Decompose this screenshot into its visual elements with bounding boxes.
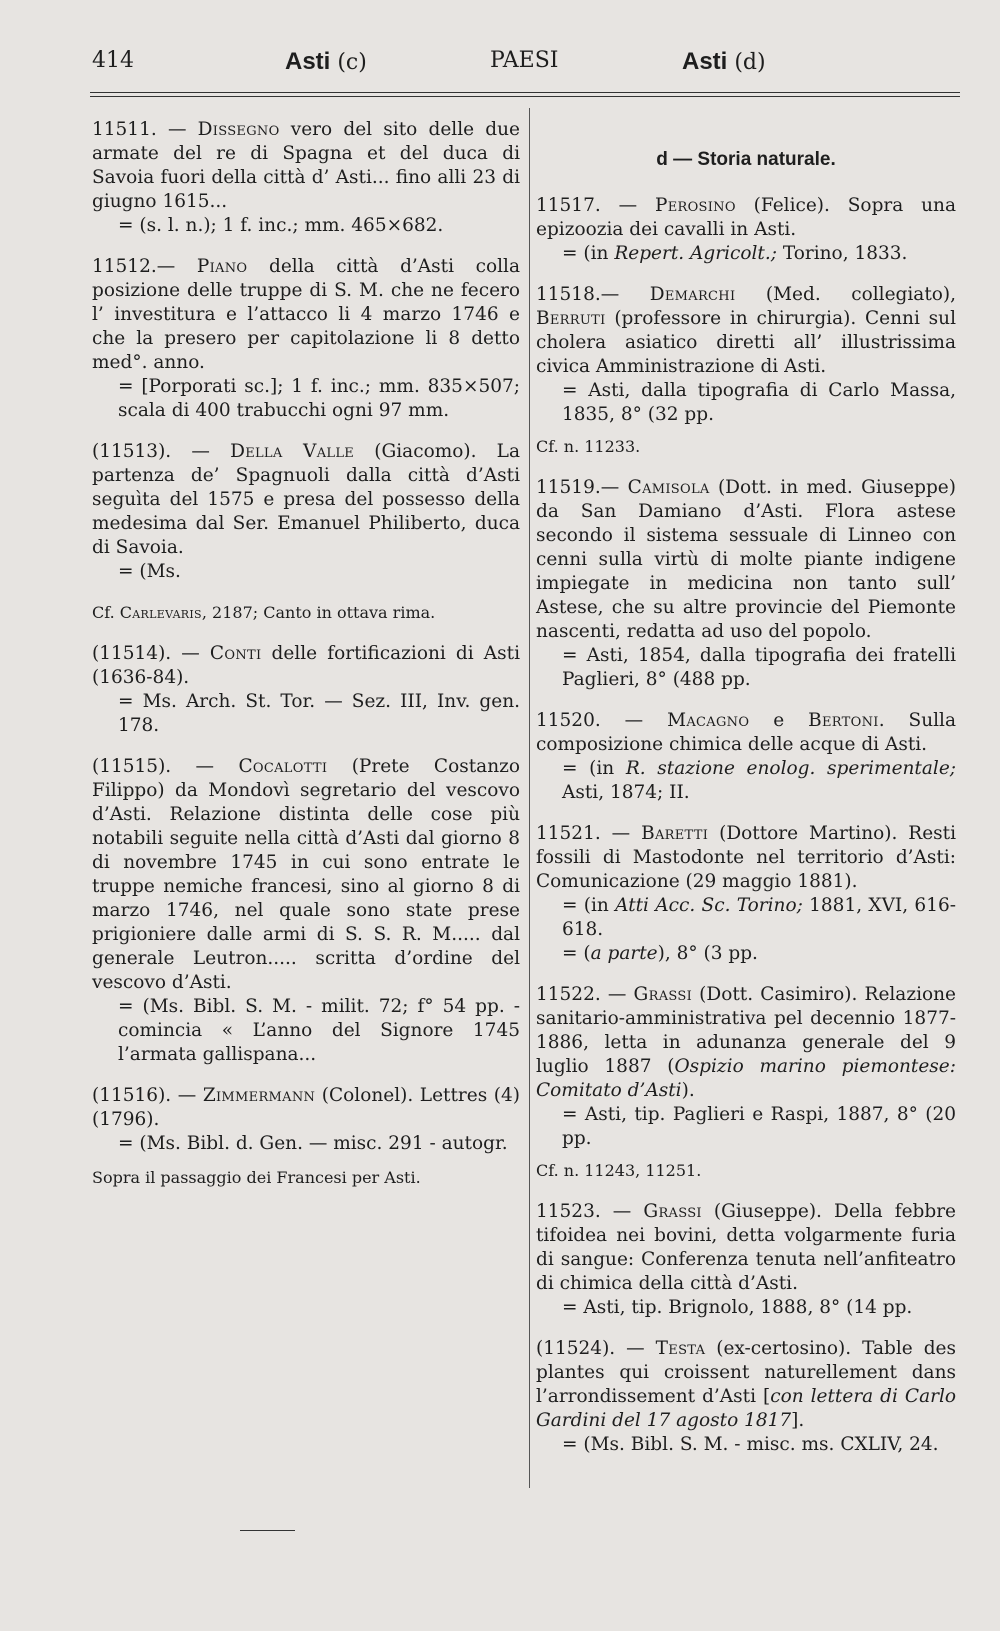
section-title: d — Storia naturale. [656, 149, 836, 170]
entry-title-part: e [749, 710, 809, 731]
entry-title-end: ). [681, 1080, 695, 1101]
entry-author: Demarchi [649, 284, 736, 305]
entry-11512 [92, 255, 520, 423]
entry-title: (Felice). Sopra una epizoozia dei cavalli in Asti. [536, 195, 956, 240]
left-column [92, 118, 520, 1207]
entry-physical-description: = (Ms. Bibl. S. M. - misc. ms. CXLIV, 24. [562, 1434, 939, 1455]
phys-pre: = (in [562, 758, 626, 779]
entry-number: (11514). — [92, 643, 210, 664]
entry-number: 11512.— [92, 256, 197, 277]
entry-title: delle fortificazioni di Asti (1636-84). [92, 643, 520, 688]
entry-11517 [536, 194, 956, 266]
entry-number: (11524). — [536, 1338, 656, 1359]
header-rule-top [90, 92, 960, 93]
entry-author: Grassi [633, 984, 693, 1005]
entry-physical-description: = Ms. Arch. St. Tor. — Sez. III, Inv. gen. 178. [118, 691, 520, 736]
phys2-pre: = ( [562, 943, 591, 964]
entry-title: (Dott. in med. Giuseppe) da San Damiano d’Asti. Flora astese secondo il sistema sessuale di Linneo con cenni sulla virtù di molte piante indigene impiegate in medicina non tanto sull’ Astese, che su altre provincie del Piemonte nascenti, redatta ad uso del popolo. [536, 477, 956, 642]
right-running-sub: (d) [734, 50, 766, 75]
entry-title: (Giacomo). La partenza de’ Spagnuoli dalla città d’Asti seguìta del 1575 e presa del possesso della medesima dal Ser. Emanuel Philiberto, duca di Savoia. [92, 441, 520, 558]
phys2-post: ), 8° (3 pp. [657, 943, 758, 964]
phys-journal: R. stazione enolog. sperimentale; [625, 758, 956, 779]
entry-author: Baretti [641, 823, 709, 844]
entry-11515 [92, 755, 520, 1067]
entry-physical-description [536, 894, 956, 942]
entry-number: 11521. — [536, 823, 642, 844]
phys-journal: Repert. Agricolt.; [614, 243, 777, 264]
entry-11523 [536, 1200, 956, 1320]
note-cf: Cf. [92, 603, 120, 622]
phys-pre: = (in [562, 243, 615, 264]
entry-11521 [536, 822, 956, 966]
entry-physical-description: = Asti, dalla tipografia di Carlo Massa, 1835, 8° (32 pp. [562, 380, 956, 425]
entry-11511 [92, 118, 520, 238]
phys-post: Asti, 1874; II. [562, 782, 690, 803]
entry-title: (Dottore Martino). Resti fossili di Mastodonte nel territorio d’Asti: Comunicazione (29 maggio 1881). [536, 823, 956, 892]
right-running-title: Asti [682, 48, 728, 75]
entry-physical-description [536, 242, 956, 266]
entry-physical-description: = (Ms. Bibl. S. M. - milit. 72; f° 54 pp. - comincia « L’anno del Signore 1745 l’armata gallispana... [118, 996, 520, 1065]
entry-number: 11511. — [92, 119, 198, 140]
entry-physical-description: = Asti, tip. Paglieri e Raspi, 1887, 8° (20 pp. [562, 1104, 956, 1149]
entry-author: Testa [655, 1338, 706, 1359]
entry-number: (11515). — [92, 756, 239, 777]
note-text: , 2187; Canto in ottava rima. [201, 603, 436, 622]
page-number: 414 [92, 48, 134, 73]
end-rule [240, 1530, 295, 1531]
entry-author: Perosino [654, 195, 736, 216]
entry-number: 11517. — [536, 195, 655, 216]
phys-journal: Atti Acc. Sc. Torino; [615, 895, 803, 916]
left-running-head [285, 48, 367, 76]
entry-11516-note: Sopra il passaggio dei Francesi per Asti. [92, 1168, 421, 1187]
entry-title-italic: con lettera di Carlo Gardini del 17 agosto 1817 [536, 1386, 957, 1431]
entry-11513-note [92, 601, 520, 625]
entry-number: (11516). — [92, 1085, 203, 1106]
entry-number: 11519.— [536, 477, 628, 498]
entry-11516 [92, 1084, 520, 1156]
entry-11522-note: Cf. n. 11243, 11251. [536, 1161, 702, 1180]
column-divider [529, 108, 530, 1488]
entry-11518 [536, 283, 956, 427]
entry-11514 [92, 642, 520, 738]
right-column [536, 148, 956, 1474]
entry-author: Dissegno [197, 119, 280, 140]
entry-physical-description: = (Ms. Bibl. d. Gen. — misc. 291 - autogr. [118, 1133, 508, 1154]
entry-11513 [92, 440, 520, 584]
entry-author: Piano [196, 256, 248, 277]
center-running-head: PAESI [490, 48, 559, 73]
note-author: Carlevaris [119, 603, 202, 622]
entry-author: Grassi [643, 1201, 702, 1222]
phys-pre: = (in [562, 895, 616, 916]
entry-author: Zimmermann [202, 1085, 316, 1106]
entry-author: Della Valle [230, 441, 355, 462]
entry-title: della città d’Asti colla posizione delle truppe di S. M. che ne fecero l’ investitura e l’attacco li 4 marzo 1746 e che la presero per capitolazione li 8 detto med°. anno. [92, 256, 520, 373]
entry-title: (ex-certosino). Table des plantes qui croissent naturellement dans l’arrondissement d’Asti [ [536, 1338, 956, 1407]
entry-number: 11518.— [536, 284, 650, 305]
phys-post: Torino, 1833. [776, 243, 908, 264]
entry-author-2: Berruti [536, 308, 606, 329]
entry-physical-description: = (s. l. n.); 1 f. inc.; mm. 465×682. [118, 215, 444, 236]
entry-title: vero del sito delle due armate del re di Spagna et del duca di Savoia fuori della città d’ Asti... fino alli 23 di giugno 1615... [92, 119, 520, 212]
entry-11522 [536, 983, 956, 1151]
entry-11519 [536, 476, 956, 692]
entry-title: . Sulla composizione chimica delle acque di Asti. [536, 710, 956, 755]
entry-title-end: ]. [791, 1410, 805, 1431]
entry-number: 11520. — [536, 710, 668, 731]
entry-11520 [536, 709, 956, 805]
entry-title: (Colonel). Lettres (4) (1796). [92, 1085, 520, 1130]
right-running-head [682, 48, 766, 76]
entry-physical-description: = Asti, 1854, dalla tipografia dei fratelli Paglieri, 8° (488 pp. [562, 645, 956, 690]
entry-physical-description: = [Porporati sc.]; 1 f. inc.; mm. 835×507; scala di 400 trabucchi ogni 97 mm. [118, 376, 520, 421]
entry-author: Cocalotti [238, 756, 328, 777]
entry-author: Camisola [627, 477, 710, 498]
entry-title-italic: Ospizio marino piemontese: Comitato d’Asti [536, 1056, 956, 1101]
left-running-title: Asti [285, 48, 331, 75]
entry-number: (11513). — [92, 441, 231, 462]
entry-physical-description: = (Ms. [118, 561, 181, 582]
entry-title: (Dott. Casimiro). Relazione sanitario-amministrativa pel decennio 1877-1886, letta in adunanza generale del 9 luglio 1887 ( [536, 984, 957, 1077]
entry-author-2: Bertoni [808, 710, 879, 731]
entry-physical-description-2 [536, 942, 956, 966]
left-running-sub: (c) [337, 50, 367, 75]
entry-title: (Giuseppe). Della febbre tifoidea nei bovini, detta volgarmente furia di sangue: Conferenza tenuta nell’anfiteatro di chimica della città d’Asti. [536, 1201, 956, 1294]
entry-physical-description [536, 757, 956, 805]
entry-11518-note: Cf. n. 11233. [536, 437, 641, 456]
entry-number: 11523. — [536, 1201, 644, 1222]
entry-author: Conti [209, 643, 262, 664]
entry-11524 [536, 1337, 956, 1457]
entry-title-part: (Med. collegiato), [735, 284, 956, 305]
entry-title: (Prete Costanzo Filippo) da Mondovì segretario del vescovo d’Asti. Relazione distinta delle cose più notabili seguite nella città d’Asti dal giorno 8 di novembre 1745 in cui sono entrate le truppe nemiche francesi, sino al giorno 8 di marzo 1746, nel quale sono state prese prigioniere dalle armi di S. S. R. M..... dal generale Leutron..... scritta d’ordine del vescovo d’Asti. [92, 756, 520, 993]
header-rule-bottom [90, 96, 960, 97]
entry-number: 11522. — [536, 984, 634, 1005]
phys2-italic: a parte [590, 943, 658, 964]
phys-post: 1881, XVI, 616-618. [562, 895, 956, 940]
entry-title: (professore in chirurgia). Cenni sul cholera asiatico diretti all’ illustrissima civica Amministrazione di Asti. [536, 308, 956, 377]
entry-physical-description: = Asti, tip. Brignolo, 1888, 8° (14 pp. [562, 1297, 913, 1318]
entry-author: Macagno [667, 710, 750, 731]
